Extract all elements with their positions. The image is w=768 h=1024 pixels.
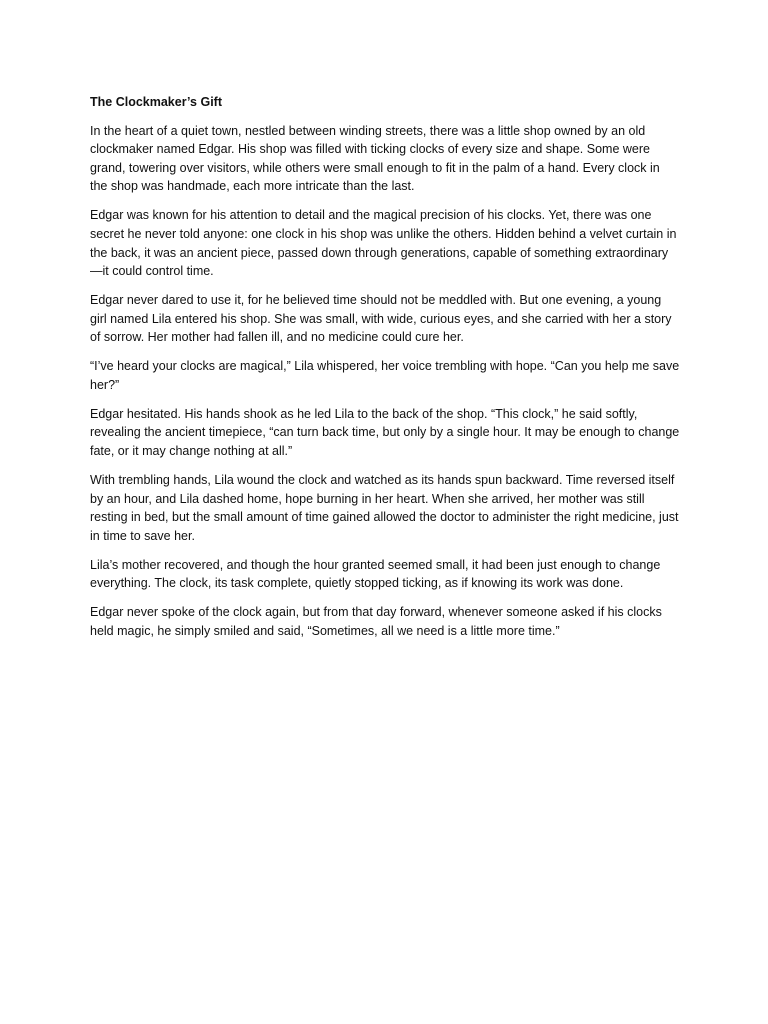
paragraph-7: Lila’s mother recovered, and though the hour granted seemed small, it had been just enough to change everything. The clock, its task complete, quietly stopped ticking, as if knowing its work was done. — [90, 557, 661, 591]
paragraph-4: “I’ve heard your clocks are magical,” Lila whispered, her voice trembling with hope. “Can you help me save her?” — [90, 359, 680, 392]
paragraph-5: Edgar hesitated. His hands shook as he led Lila to the back of the shop. “This clock,” he said softly, revealing the ancient timepiece, “can turn back time, but only by a single hour. It may be enough to change fate, or it may change nothing at all.” — [90, 406, 680, 459]
paragraph-8: Edgar never spoke of the clock again, but from that day forward, whenever someone asked if his clocks held magic, he simply smiled and said, “Sometimes, all we need is a little more time.” — [90, 605, 662, 638]
paragraph-6: With trembling hands, Lila wound the clock and watched as its hands spun backward. Time reversed itself by an hour, and Lila dashed home, hope burning in her heart. When she arrived, her mother was still resting in bed, but the small amount of time gained allowed the doctor to administer the right medicine, just in time to save her. — [90, 473, 679, 543]
paragraph-3: Edgar never dared to use it, for he believed time should not be meddled with. But one evening, a young girl named Lila entered his shop. She was small, with wide, curious eyes, and she carried with her a story of sorrow. Her mother had fallen ill, and no medicine could cure her. — [90, 293, 672, 345]
document-body — [90, 93, 680, 651]
document-title: The Clockmaker’s Gift — [90, 95, 222, 109]
paragraph-1: In the heart of a quiet town, nestled between winding streets, there was a little shop owned by an old clockmaker named Edgar. His shop was filled with ticking clocks of every size and shape. Some were grand, towering over visitors, while others were small enough to fit in the palm of a hand. Every clock in the shop was handmade, each more intricate than the last. — [90, 123, 660, 194]
paragraph-2: Edgar was known for his attention to detail and the magical precision of his clocks. Yet, there was one secret he never told anyone: one clock in his shop was unlike the others. Hidden behind a velvet curtain in the back, it was an ancient piece, passed down through generations, capable of something extraordinary—it could control time. — [90, 208, 677, 279]
